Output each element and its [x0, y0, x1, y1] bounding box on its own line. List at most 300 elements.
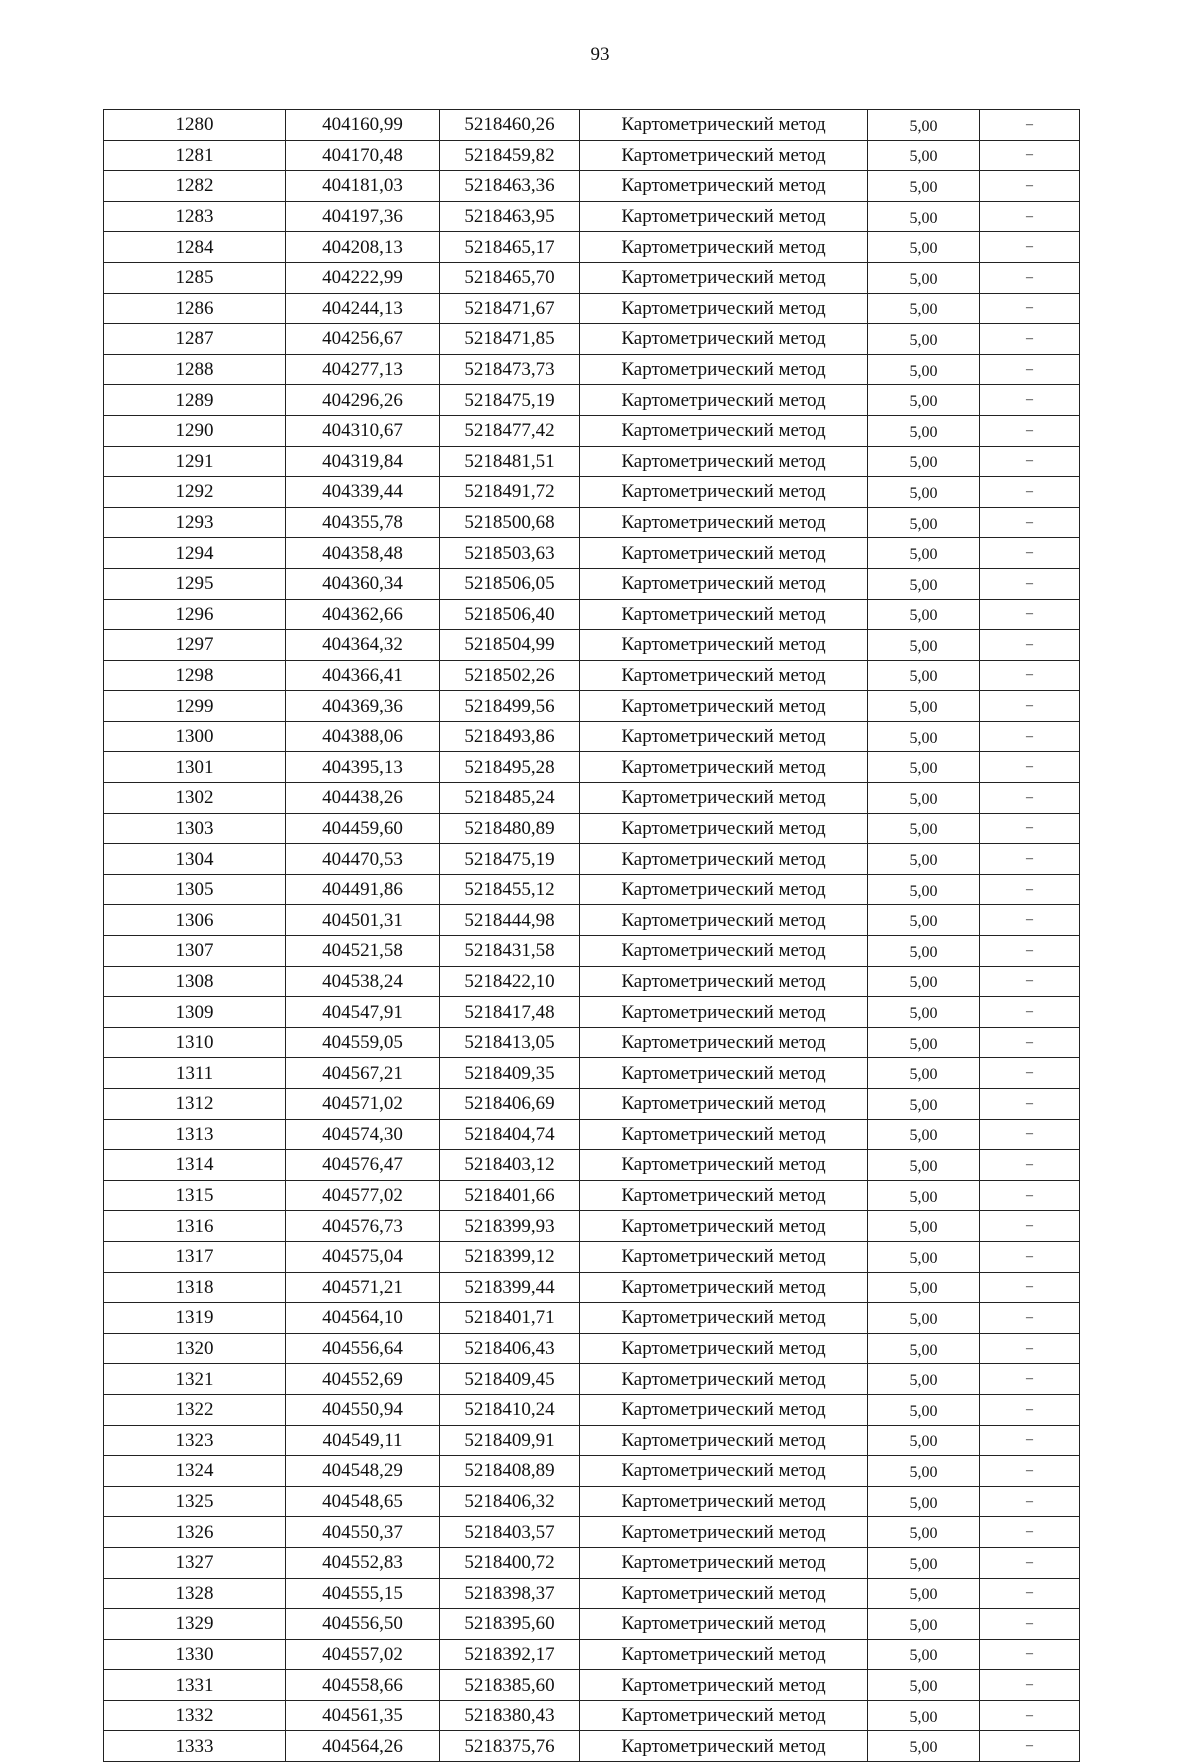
- description-cell: –: [980, 1486, 1080, 1517]
- method-cell: Картометрический метод: [580, 1058, 868, 1089]
- point-number-cell: 1319: [104, 1303, 286, 1334]
- accuracy-cell: 5,00: [868, 1670, 980, 1701]
- description-cell: –: [980, 201, 1080, 232]
- point-number-cell: 1314: [104, 1150, 286, 1181]
- accuracy-cell: 5,00: [868, 1517, 980, 1548]
- x-coordinate-cell: 404548,29: [286, 1456, 440, 1487]
- table-row: [104, 507, 1080, 538]
- y-coordinate-cell: 5218495,28: [440, 752, 580, 783]
- accuracy-cell: 5,00: [868, 1547, 980, 1578]
- x-coordinate-cell: 404369,36: [286, 691, 440, 722]
- method-cell: Картометрический метод: [580, 1119, 868, 1150]
- point-number-cell: 1328: [104, 1578, 286, 1609]
- method-cell: Картометрический метод: [580, 477, 868, 508]
- description-cell: –: [980, 1578, 1080, 1609]
- x-coordinate-cell: 404501,31: [286, 905, 440, 936]
- table-row: [104, 385, 1080, 416]
- accuracy-cell: 5,00: [868, 1639, 980, 1670]
- point-number-cell: 1295: [104, 568, 286, 599]
- x-coordinate-cell: 404577,02: [286, 1180, 440, 1211]
- accuracy-cell: 5,00: [868, 660, 980, 691]
- method-cell: Картометрический метод: [580, 1303, 868, 1334]
- x-coordinate-cell: 404561,35: [286, 1700, 440, 1731]
- x-coordinate-cell: 404552,83: [286, 1547, 440, 1578]
- x-coordinate-cell: 404556,50: [286, 1609, 440, 1640]
- x-coordinate-cell: 404558,66: [286, 1670, 440, 1701]
- method-cell: Картометрический метод: [580, 446, 868, 477]
- accuracy-cell: 5,00: [868, 1150, 980, 1181]
- x-coordinate-cell: 404181,03: [286, 171, 440, 202]
- table-row: [104, 1364, 1080, 1395]
- table-row: [104, 599, 1080, 630]
- point-number-cell: 1287: [104, 324, 286, 355]
- method-cell: Картометрический метод: [580, 201, 868, 232]
- method-cell: Картометрический метод: [580, 1333, 868, 1364]
- method-cell: Картометрический метод: [580, 1670, 868, 1701]
- x-coordinate-cell: 404364,32: [286, 630, 440, 661]
- x-coordinate-cell: 404470,53: [286, 844, 440, 875]
- description-cell: –: [980, 721, 1080, 752]
- point-number-cell: 1284: [104, 232, 286, 263]
- y-coordinate-cell: 5218398,37: [440, 1578, 580, 1609]
- description-cell: –: [980, 1058, 1080, 1089]
- method-cell: Картометрический метод: [580, 599, 868, 630]
- table-row: [104, 691, 1080, 722]
- x-coordinate-cell: 404549,11: [286, 1425, 440, 1456]
- table-row: [104, 1119, 1080, 1150]
- table-row: [104, 1241, 1080, 1272]
- description-cell: –: [980, 1547, 1080, 1578]
- point-number-cell: 1308: [104, 966, 286, 997]
- y-coordinate-cell: 5218401,66: [440, 1180, 580, 1211]
- description-cell: –: [980, 1394, 1080, 1425]
- accuracy-cell: 5,00: [868, 477, 980, 508]
- method-cell: Картометрический метод: [580, 630, 868, 661]
- method-cell: Картометрический метод: [580, 232, 868, 263]
- x-coordinate-cell: 404567,21: [286, 1058, 440, 1089]
- table-row: [104, 1517, 1080, 1548]
- description-cell: –: [980, 905, 1080, 936]
- method-cell: Картометрический метод: [580, 1578, 868, 1609]
- table-row: [104, 477, 1080, 508]
- y-coordinate-cell: 5218399,12: [440, 1241, 580, 1272]
- x-coordinate-cell: 404197,36: [286, 201, 440, 232]
- accuracy-cell: 5,00: [868, 1486, 980, 1517]
- point-number-cell: 1329: [104, 1609, 286, 1640]
- method-cell: Картометрический метод: [580, 1241, 868, 1272]
- point-number-cell: 1324: [104, 1456, 286, 1487]
- x-coordinate-cell: 404256,67: [286, 324, 440, 355]
- point-number-cell: 1307: [104, 936, 286, 967]
- point-number-cell: 1293: [104, 507, 286, 538]
- point-number-cell: 1309: [104, 997, 286, 1028]
- y-coordinate-cell: 5218395,60: [440, 1609, 580, 1640]
- accuracy-cell: 5,00: [868, 691, 980, 722]
- description-cell: –: [980, 1180, 1080, 1211]
- point-number-cell: 1326: [104, 1517, 286, 1548]
- point-number-cell: 1304: [104, 844, 286, 875]
- method-cell: Картометрический метод: [580, 140, 868, 171]
- table-row: [104, 1639, 1080, 1670]
- x-coordinate-cell: 404559,05: [286, 1027, 440, 1058]
- accuracy-cell: 5,00: [868, 293, 980, 324]
- y-coordinate-cell: 5218413,05: [440, 1027, 580, 1058]
- point-number-cell: 1317: [104, 1241, 286, 1272]
- accuracy-cell: 5,00: [868, 630, 980, 661]
- y-coordinate-cell: 5218375,76: [440, 1731, 580, 1762]
- y-coordinate-cell: 5218409,35: [440, 1058, 580, 1089]
- point-number-cell: 1285: [104, 262, 286, 293]
- method-cell: Картометрический метод: [580, 507, 868, 538]
- description-cell: –: [980, 660, 1080, 691]
- y-coordinate-cell: 5218409,45: [440, 1364, 580, 1395]
- x-coordinate-cell: 404170,48: [286, 140, 440, 171]
- accuracy-cell: 5,00: [868, 1211, 980, 1242]
- x-coordinate-cell: 404557,02: [286, 1639, 440, 1670]
- x-coordinate-cell: 404556,64: [286, 1333, 440, 1364]
- table-row: [104, 844, 1080, 875]
- description-cell: –: [980, 813, 1080, 844]
- accuracy-cell: 5,00: [868, 752, 980, 783]
- table-row: [104, 1486, 1080, 1517]
- method-cell: Картометрический метод: [580, 1272, 868, 1303]
- description-cell: –: [980, 783, 1080, 814]
- method-cell: Картометрический метод: [580, 1547, 868, 1578]
- x-coordinate-cell: 404160,99: [286, 110, 440, 141]
- description-cell: –: [980, 1333, 1080, 1364]
- description-cell: –: [980, 874, 1080, 905]
- table-row: [104, 415, 1080, 446]
- x-coordinate-cell: 404222,99: [286, 262, 440, 293]
- y-coordinate-cell: 5218399,93: [440, 1211, 580, 1242]
- accuracy-cell: 5,00: [868, 844, 980, 875]
- method-cell: Картометрический метод: [580, 936, 868, 967]
- table-row: [104, 1272, 1080, 1303]
- description-cell: –: [980, 1670, 1080, 1701]
- method-cell: Картометрический метод: [580, 568, 868, 599]
- method-cell: Картометрический метод: [580, 1731, 868, 1762]
- y-coordinate-cell: 5218455,12: [440, 874, 580, 905]
- method-cell: Картометрический метод: [580, 1456, 868, 1487]
- point-number-cell: 1292: [104, 477, 286, 508]
- point-number-cell: 1320: [104, 1333, 286, 1364]
- table-row: [104, 997, 1080, 1028]
- x-coordinate-cell: 404571,21: [286, 1272, 440, 1303]
- x-coordinate-cell: 404277,13: [286, 354, 440, 385]
- accuracy-cell: 5,00: [868, 262, 980, 293]
- description-cell: –: [980, 171, 1080, 202]
- table-row: [104, 446, 1080, 477]
- point-number-cell: 1297: [104, 630, 286, 661]
- y-coordinate-cell: 5218403,57: [440, 1517, 580, 1548]
- y-coordinate-cell: 5218406,69: [440, 1089, 580, 1120]
- y-coordinate-cell: 5218481,51: [440, 446, 580, 477]
- accuracy-cell: 5,00: [868, 783, 980, 814]
- y-coordinate-cell: 5218500,68: [440, 507, 580, 538]
- table-row: [104, 1211, 1080, 1242]
- point-number-cell: 1300: [104, 721, 286, 752]
- accuracy-cell: 5,00: [868, 1578, 980, 1609]
- description-cell: –: [980, 1456, 1080, 1487]
- y-coordinate-cell: 5218465,70: [440, 262, 580, 293]
- point-number-cell: 1333: [104, 1731, 286, 1762]
- point-number-cell: 1327: [104, 1547, 286, 1578]
- accuracy-cell: 5,00: [868, 813, 980, 844]
- accuracy-cell: 5,00: [868, 201, 980, 232]
- method-cell: Картометрический метод: [580, 324, 868, 355]
- y-coordinate-cell: 5218471,85: [440, 324, 580, 355]
- x-coordinate-cell: 404355,78: [286, 507, 440, 538]
- description-cell: –: [980, 1241, 1080, 1272]
- point-number-cell: 1281: [104, 140, 286, 171]
- accuracy-cell: 5,00: [868, 110, 980, 141]
- description-cell: –: [980, 538, 1080, 569]
- description-cell: –: [980, 1303, 1080, 1334]
- point-number-cell: 1299: [104, 691, 286, 722]
- y-coordinate-cell: 5218460,26: [440, 110, 580, 141]
- method-cell: Картометрический метод: [580, 1639, 868, 1670]
- method-cell: Картометрический метод: [580, 1364, 868, 1395]
- x-coordinate-cell: 404575,04: [286, 1241, 440, 1272]
- table-row: [104, 1150, 1080, 1181]
- accuracy-cell: 5,00: [868, 1303, 980, 1334]
- y-coordinate-cell: 5218408,89: [440, 1456, 580, 1487]
- method-cell: Картометрический метод: [580, 415, 868, 446]
- description-cell: –: [980, 1609, 1080, 1640]
- description-cell: –: [980, 1150, 1080, 1181]
- description-cell: –: [980, 1731, 1080, 1762]
- table-row: [104, 813, 1080, 844]
- description-cell: –: [980, 844, 1080, 875]
- page-number: 93: [590, 44, 610, 65]
- point-number-cell: 1291: [104, 446, 286, 477]
- table-row: [104, 1180, 1080, 1211]
- description-cell: –: [980, 1119, 1080, 1150]
- description-cell: –: [980, 936, 1080, 967]
- table-row: [104, 293, 1080, 324]
- method-cell: Картометрический метод: [580, 997, 868, 1028]
- x-coordinate-cell: 404564,10: [286, 1303, 440, 1334]
- y-coordinate-cell: 5218392,17: [440, 1639, 580, 1670]
- accuracy-cell: 5,00: [868, 324, 980, 355]
- accuracy-cell: 5,00: [868, 415, 980, 446]
- description-cell: –: [980, 140, 1080, 171]
- point-number-cell: 1322: [104, 1394, 286, 1425]
- point-number-cell: 1305: [104, 874, 286, 905]
- description-cell: –: [980, 568, 1080, 599]
- method-cell: Картометрический метод: [580, 1180, 868, 1211]
- x-coordinate-cell: 404555,15: [286, 1578, 440, 1609]
- point-number-cell: 1280: [104, 110, 286, 141]
- point-number-cell: 1325: [104, 1486, 286, 1517]
- description-cell: –: [980, 1639, 1080, 1670]
- accuracy-cell: 5,00: [868, 171, 980, 202]
- table-row: [104, 1333, 1080, 1364]
- point-number-cell: 1331: [104, 1670, 286, 1701]
- point-number-cell: 1294: [104, 538, 286, 569]
- description-cell: –: [980, 1272, 1080, 1303]
- y-coordinate-cell: 5218400,72: [440, 1547, 580, 1578]
- table-row: [104, 140, 1080, 171]
- table-row: [104, 1058, 1080, 1089]
- x-coordinate-cell: 404310,67: [286, 415, 440, 446]
- accuracy-cell: 5,00: [868, 936, 980, 967]
- x-coordinate-cell: 404550,94: [286, 1394, 440, 1425]
- y-coordinate-cell: 5218480,89: [440, 813, 580, 844]
- accuracy-cell: 5,00: [868, 354, 980, 385]
- table-row: [104, 1089, 1080, 1120]
- x-coordinate-cell: 404459,60: [286, 813, 440, 844]
- accuracy-cell: 5,00: [868, 1272, 980, 1303]
- table-row: [104, 874, 1080, 905]
- method-cell: Картометрический метод: [580, 1211, 868, 1242]
- y-coordinate-cell: 5218465,17: [440, 232, 580, 263]
- accuracy-cell: 5,00: [868, 874, 980, 905]
- table-row: [104, 1394, 1080, 1425]
- x-coordinate-cell: 404438,26: [286, 783, 440, 814]
- point-number-cell: 1316: [104, 1211, 286, 1242]
- x-coordinate-cell: 404491,86: [286, 874, 440, 905]
- y-coordinate-cell: 5218431,58: [440, 936, 580, 967]
- y-coordinate-cell: 5218477,42: [440, 415, 580, 446]
- method-cell: Картометрический метод: [580, 293, 868, 324]
- point-number-cell: 1313: [104, 1119, 286, 1150]
- table-row: [104, 1456, 1080, 1487]
- point-number-cell: 1288: [104, 354, 286, 385]
- y-coordinate-cell: 5218417,48: [440, 997, 580, 1028]
- point-number-cell: 1283: [104, 201, 286, 232]
- y-coordinate-cell: 5218504,99: [440, 630, 580, 661]
- description-cell: –: [980, 354, 1080, 385]
- method-cell: Картометрический метод: [580, 874, 868, 905]
- y-coordinate-cell: 5218475,19: [440, 844, 580, 875]
- x-coordinate-cell: 404388,06: [286, 721, 440, 752]
- method-cell: Картометрический метод: [580, 660, 868, 691]
- point-number-cell: 1311: [104, 1058, 286, 1089]
- table-row: [104, 324, 1080, 355]
- y-coordinate-cell: 5218463,36: [440, 171, 580, 202]
- table-row: [104, 1027, 1080, 1058]
- table-row: [104, 1578, 1080, 1609]
- x-coordinate-cell: 404395,13: [286, 752, 440, 783]
- accuracy-cell: 5,00: [868, 140, 980, 171]
- y-coordinate-cell: 5218385,60: [440, 1670, 580, 1701]
- y-coordinate-cell: 5218473,73: [440, 354, 580, 385]
- x-coordinate-cell: 404550,37: [286, 1517, 440, 1548]
- y-coordinate-cell: 5218404,74: [440, 1119, 580, 1150]
- y-coordinate-cell: 5218499,56: [440, 691, 580, 722]
- table-row: [104, 232, 1080, 263]
- table-row: [104, 752, 1080, 783]
- table-row: [104, 1700, 1080, 1731]
- method-cell: Картометрический метод: [580, 844, 868, 875]
- x-coordinate-cell: 404362,66: [286, 599, 440, 630]
- y-coordinate-cell: 5218403,12: [440, 1150, 580, 1181]
- y-coordinate-cell: 5218409,91: [440, 1425, 580, 1456]
- y-coordinate-cell: 5218506,40: [440, 599, 580, 630]
- accuracy-cell: 5,00: [868, 538, 980, 569]
- point-number-cell: 1321: [104, 1364, 286, 1395]
- x-coordinate-cell: 404244,13: [286, 293, 440, 324]
- x-coordinate-cell: 404576,47: [286, 1150, 440, 1181]
- coordinates-table: [103, 109, 1080, 1762]
- accuracy-cell: 5,00: [868, 1119, 980, 1150]
- method-cell: Картометрический метод: [580, 813, 868, 844]
- x-coordinate-cell: 404547,91: [286, 997, 440, 1028]
- accuracy-cell: 5,00: [868, 1089, 980, 1120]
- description-cell: –: [980, 1517, 1080, 1548]
- table-row: [104, 1425, 1080, 1456]
- y-coordinate-cell: 5218406,32: [440, 1486, 580, 1517]
- method-cell: Картометрический метод: [580, 1700, 868, 1731]
- accuracy-cell: 5,00: [868, 721, 980, 752]
- description-cell: –: [980, 599, 1080, 630]
- method-cell: Картометрический метод: [580, 905, 868, 936]
- table-row: [104, 1731, 1080, 1762]
- table-row: [104, 966, 1080, 997]
- table-row: [104, 354, 1080, 385]
- method-cell: Картометрический метод: [580, 966, 868, 997]
- point-number-cell: 1290: [104, 415, 286, 446]
- y-coordinate-cell: 5218503,63: [440, 538, 580, 569]
- method-cell: Картометрический метод: [580, 752, 868, 783]
- x-coordinate-cell: 404319,84: [286, 446, 440, 477]
- method-cell: Картометрический метод: [580, 783, 868, 814]
- description-cell: –: [980, 110, 1080, 141]
- method-cell: Картометрический метод: [580, 1394, 868, 1425]
- description-cell: –: [980, 232, 1080, 263]
- method-cell: Картометрический метод: [580, 1425, 868, 1456]
- y-coordinate-cell: 5218485,24: [440, 783, 580, 814]
- table-row: [104, 568, 1080, 599]
- y-coordinate-cell: 5218463,95: [440, 201, 580, 232]
- x-coordinate-cell: 404574,30: [286, 1119, 440, 1150]
- accuracy-cell: 5,00: [868, 507, 980, 538]
- point-number-cell: 1296: [104, 599, 286, 630]
- table-row: [104, 201, 1080, 232]
- accuracy-cell: 5,00: [868, 568, 980, 599]
- x-coordinate-cell: 404576,73: [286, 1211, 440, 1242]
- accuracy-cell: 5,00: [868, 966, 980, 997]
- y-coordinate-cell: 5218493,86: [440, 721, 580, 752]
- description-cell: –: [980, 262, 1080, 293]
- method-cell: Картометрический метод: [580, 1150, 868, 1181]
- method-cell: Картометрический метод: [580, 354, 868, 385]
- point-number-cell: 1302: [104, 783, 286, 814]
- coordinates-table-body: [104, 110, 1080, 1762]
- y-coordinate-cell: 5218401,71: [440, 1303, 580, 1334]
- description-cell: –: [980, 966, 1080, 997]
- table-row: [104, 783, 1080, 814]
- accuracy-cell: 5,00: [868, 1425, 980, 1456]
- description-cell: –: [980, 324, 1080, 355]
- accuracy-cell: 5,00: [868, 599, 980, 630]
- point-number-cell: 1323: [104, 1425, 286, 1456]
- x-coordinate-cell: 404296,26: [286, 385, 440, 416]
- table-row: [104, 1609, 1080, 1640]
- description-cell: –: [980, 1211, 1080, 1242]
- point-number-cell: 1289: [104, 385, 286, 416]
- description-cell: –: [980, 1364, 1080, 1395]
- x-coordinate-cell: 404360,34: [286, 568, 440, 599]
- point-number-cell: 1306: [104, 905, 286, 936]
- accuracy-cell: 5,00: [868, 1700, 980, 1731]
- y-coordinate-cell: 5218410,24: [440, 1394, 580, 1425]
- x-coordinate-cell: 404548,65: [286, 1486, 440, 1517]
- point-number-cell: 1303: [104, 813, 286, 844]
- accuracy-cell: 5,00: [868, 1456, 980, 1487]
- description-cell: –: [980, 446, 1080, 477]
